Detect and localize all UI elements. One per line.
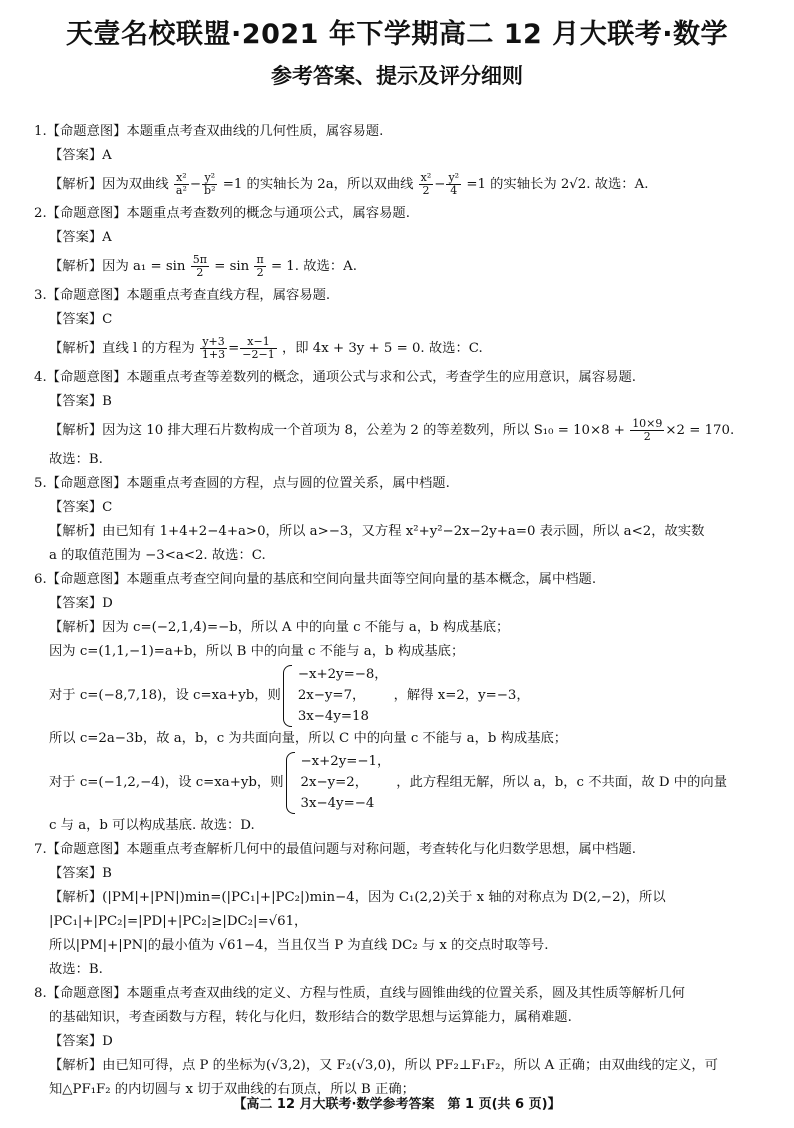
fraction: $\frac{5\pi}{2}$ (192, 253, 207, 279)
q2-intent: 2.【命题意图】本题重点考查数列的概念与通项公式，属容易题. (34, 206, 410, 221)
question-2 (34, 202, 764, 284)
equation-system-1: −x+2y=−8， 2x−y=7， 3x−4y=18 (297, 667, 388, 724)
question-8 (34, 982, 764, 1102)
q6-analysis-6: c 与 a，b 可以构成基底. 故选：D. (49, 818, 255, 833)
question-3 (34, 284, 764, 366)
q4-answer: 【答案】B (49, 394, 112, 409)
q8-intent-1: 8.【命题意图】本题重点考查双曲线的定义、方程与性质，直线与圆锥曲线的位置关系，圆及其性质等解析几何 (34, 986, 685, 1001)
q6-analysis-2: 因为 c=(1,1,−1)=a+b，所以 B 中的向量 c 不能与 a，b 构成基底； (49, 644, 465, 659)
q5-analysis-2: a 的取值范围为 −3<a<2. 故选：C. (49, 548, 266, 563)
answer-content (34, 120, 764, 1102)
document-title: 天壹名校联盟·2021 年下学期高二 12 月大联考·数学 (66, 19, 728, 50)
q1-intent: 1.【命题意图】本题重点考查双曲线的几何性质，属容易题. (34, 124, 384, 139)
q7-analysis-3: 所以|PM|+|PN|的最小值为 √61−4，当且仅当 P 为直线 DC₂ 与 x 的交点时取等号. (49, 938, 549, 953)
fraction: $\frac{\text{y²}}{4}$ (448, 171, 460, 197)
fraction: $\frac{\pi}{2}$ (256, 253, 264, 279)
fraction: $\frac{\text{x²}}{2}$ (420, 171, 432, 197)
q2-analysis: 【解析】因为 a₁ = sin $\frac{5\pi}{2}$ = sin $\frac{\pi}{2}$ = 1. 故选：A. (49, 253, 357, 279)
q7-intent: 7.【命题意图】本题重点考查解析几何中的最值问题与对称问题，考查转化与化归数学思想，属中档题. (34, 842, 636, 857)
q2-answer: 【答案】A (49, 230, 112, 245)
q6-analysis-1: 【解析】因为 c=(−2,1,4)=−b，所以 A 中的向量 c 不能与 a，b 构成基底； (49, 620, 510, 635)
fraction: $\frac{10\times 9}{2}$ (632, 417, 663, 443)
question-4 (34, 366, 764, 472)
question-6 (34, 568, 764, 838)
question-1 (34, 120, 764, 202)
q4-analysis: 【解析】因为这 10 排大理石片数构成一个首项为 8，公差为 2 的等差数列，所以 S₁₀ = 10×8 + $\frac{10\times 9}{2}$ ×2 = 170. (49, 417, 735, 443)
q5-analysis-1: 【解析】由已知有 1+4+2−4+a>0，所以 a>−3，又方程 x²+y²−2x−2y+a=0 表示圆，所以 a<2，故实数 (49, 524, 705, 539)
q7-answer: 【答案】B (49, 866, 112, 881)
left-brace-icon (286, 752, 295, 814)
q1-analysis-c: =1 的实轴长为 2√2. 故选：A. (466, 177, 649, 192)
q1-analysis-b: =1 的实轴长为 2a，所以双曲线 (222, 177, 414, 192)
q3-analysis: 【解析】直线 l 的方程为 $\frac{y+3}{1+3}$ = $\frac{x-1}{-2-1}$ ，即 4x + 3y + 5 = 0. 故选：C. (49, 335, 483, 361)
q4-analysis-end: 故选：B. (49, 452, 103, 467)
fraction: $\frac{\text{x²}}{\text{a²}}$ (175, 171, 187, 197)
q5-answer: 【答案】C (49, 500, 113, 515)
left-brace-icon (283, 665, 292, 727)
q1-answer: 【答案】A (49, 148, 112, 163)
fraction: $\frac{\text{y²}}{\text{b²}}$ (204, 171, 216, 197)
q6-answer: 【答案】D (49, 596, 113, 611)
question-7 (34, 838, 764, 982)
q6-intent: 6.【命题意图】本题重点考查空间向量的基底和空间向量共面等空间向量的基本概念，属中档题. (34, 572, 597, 587)
q1-analysis: 【解析】因为双曲线 $\frac{\text{x²}}{\text{a²}}$ − $\frac{\text{y²}}{\text{b²}}$ =1 的实轴长为 2a，所以双曲线 $\frac{\text{x²}}{2}$ − $\frac{\text{y²}}{4}$ =1 的实轴长为 2√2. 故选：A. (49, 171, 649, 197)
q8-answer: 【答案】D (49, 1034, 113, 1049)
q1-analysis-a: 【解析】因为双曲线 (49, 177, 169, 192)
q3-intent: 3.【命题意图】本题重点考查直线方程，属容易题. (34, 288, 331, 303)
fraction: $\frac{y+3}{1+3}$ (201, 335, 226, 361)
q7-analysis-1: 【解析】(|PM|+|PN|)min=(|PC₁|+|PC₂|)min−4，因为 C₁(2,2)关于 x 轴的对称点为 D(2,−2)，所以 (49, 890, 666, 905)
q3-answer: 【答案】C (49, 312, 113, 327)
q8-analysis-2: 知△PF₁F₂ 的内切圆与 x 切于双曲线的右顶点，所以 B 正确； (49, 1082, 415, 1097)
q4-intent: 4.【命题意图】本题重点考查等差数列的概念，通项公式与求和公式，考查学生的应用意识，属容易题. (34, 370, 636, 385)
q8-intent-2: 的基础知识，考查函数与方程，转化与化归，数形结合的数学思想与运算能力，属稍难题. (49, 1010, 572, 1025)
question-5 (34, 472, 764, 568)
page-footer: 【高二 12 月大联考·数学参考答案 第 1 页(共 6 页)】 (233, 1097, 561, 1112)
fraction: $\frac{x-1}{-2-1}$ (242, 335, 275, 361)
equation-system-2: −x+2y=−1， 2x−y=2， 3x−4y=−4 (300, 754, 391, 811)
document-subtitle: 参考答案、提示及评分细则 (271, 64, 523, 88)
q5-intent: 5.【命题意图】本题重点考查圆的方程，点与圆的位置关系，属中档题. (34, 476, 450, 491)
q8-analysis-1: 【解析】由已知可得，点 P 的坐标为(√3,2)，又 F₂(√3,0)，所以 PF₂⊥F₁F₂，所以 A 正确；由双曲线的定义，可 (49, 1058, 718, 1073)
q7-analysis-2: |PC₁|+|PC₂|=|PD|+|PC₂|≥|DC₂|=√61， (49, 914, 308, 929)
q6-analysis-4: 所以 c=2a−3b，故 a，b，c 为共面向量，所以 C 中的向量 c 不能与 a，b 构成基底； (49, 731, 568, 746)
q6-system-2-row: 对于 c=(−1,2,−4)，设 c=xa+yb，则 −x+2y=−1， 2x−y=2， 3x−4y=−4 ，此方程组无解，所以 a，b，c 不共面，故 D 中的向量 (34, 751, 764, 814)
q7-analysis-4: 故选：B. (49, 962, 103, 977)
q6-system-1-row: 对于 c=(−8,7,18)，设 c=xa+yb，则 −x+2y=−8， 2x−y=7， 3x−4y=18 ，解得 x=2，y=−3， (34, 664, 764, 727)
